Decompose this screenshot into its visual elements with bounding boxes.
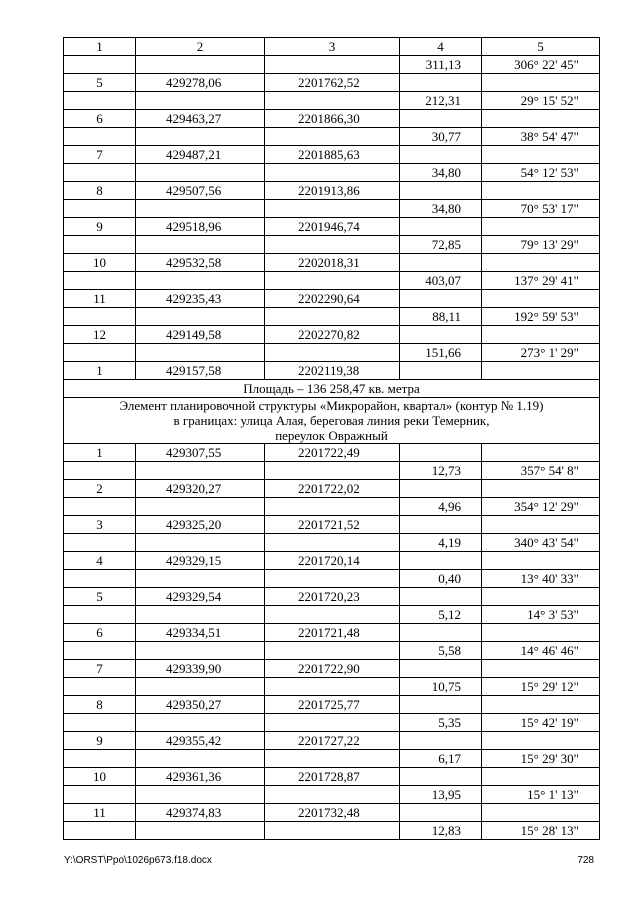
- y-coordinate-cell: 2201721,48: [265, 624, 400, 642]
- distance-cell: 403,07: [400, 272, 482, 290]
- point-number-cell: 5: [64, 588, 136, 606]
- point-number-cell: [64, 498, 136, 516]
- table-header-row: [64, 38, 600, 56]
- table-row: [64, 552, 600, 570]
- table-row: [64, 732, 600, 750]
- bearing-cell: 340° 43' 54": [482, 534, 600, 552]
- distance-cell: [400, 588, 482, 606]
- distance-cell: 30,77: [400, 128, 482, 146]
- bearing-cell: 357° 54' 8": [482, 462, 600, 480]
- distance-cell: [400, 732, 482, 750]
- x-coordinate-cell: [136, 822, 265, 840]
- area-row: [64, 380, 600, 398]
- y-coordinate-cell: 2201722,90: [265, 660, 400, 678]
- x-coordinate-cell: [136, 56, 265, 74]
- x-coordinate-cell: 429320,27: [136, 480, 265, 498]
- y-coordinate-cell: 2202119,38: [265, 362, 400, 380]
- x-coordinate-cell: [136, 750, 265, 768]
- y-coordinate-cell: [265, 200, 400, 218]
- table-row: [64, 678, 600, 696]
- area-text: Площадь – 136 258,47 кв. метра: [64, 380, 600, 398]
- header-cell: 3: [265, 38, 400, 56]
- point-number-cell: [64, 534, 136, 552]
- distance-cell: 5,35: [400, 714, 482, 732]
- table-row: [64, 272, 600, 290]
- y-coordinate-cell: 2201866,30: [265, 110, 400, 128]
- y-coordinate-cell: [265, 786, 400, 804]
- x-coordinate-cell: 429329,15: [136, 552, 265, 570]
- header-cell: 1: [64, 38, 136, 56]
- distance-cell: 5,58: [400, 642, 482, 660]
- coordinates-table: [63, 37, 600, 840]
- y-coordinate-cell: [265, 92, 400, 110]
- y-coordinate-cell: [265, 570, 400, 588]
- x-coordinate-cell: [136, 570, 265, 588]
- bearing-cell: [482, 290, 600, 308]
- x-coordinate-cell: 429361,36: [136, 768, 265, 786]
- point-number-cell: [64, 308, 136, 326]
- point-number-cell: [64, 272, 136, 290]
- bearing-cell: 70° 53' 17": [482, 200, 600, 218]
- point-number-cell: 7: [64, 146, 136, 164]
- point-number-cell: [64, 462, 136, 480]
- x-coordinate-cell: 429463,27: [136, 110, 265, 128]
- distance-cell: 13,95: [400, 786, 482, 804]
- bearing-cell: 13° 40' 33": [482, 570, 600, 588]
- distance-cell: [400, 182, 482, 200]
- y-coordinate-cell: 2201728,87: [265, 768, 400, 786]
- table-row: [64, 768, 600, 786]
- table-row: [64, 534, 600, 552]
- distance-cell: [400, 362, 482, 380]
- table-row: [64, 326, 600, 344]
- y-coordinate-cell: [265, 308, 400, 326]
- distance-cell: [400, 480, 482, 498]
- y-coordinate-cell: 2201946,74: [265, 218, 400, 236]
- point-number-cell: [64, 128, 136, 146]
- y-coordinate-cell: [265, 56, 400, 74]
- point-number-cell: 6: [64, 624, 136, 642]
- table-row: [64, 516, 600, 534]
- point-number-cell: 9: [64, 218, 136, 236]
- distance-cell: 212,31: [400, 92, 482, 110]
- x-coordinate-cell: 429507,56: [136, 182, 265, 200]
- x-coordinate-cell: [136, 606, 265, 624]
- x-coordinate-cell: [136, 164, 265, 182]
- x-coordinate-cell: 429518,96: [136, 218, 265, 236]
- distance-cell: [400, 290, 482, 308]
- bearing-cell: [482, 696, 600, 714]
- bearing-cell: 29° 15' 52": [482, 92, 600, 110]
- bearing-cell: [482, 326, 600, 344]
- header-cell: 4: [400, 38, 482, 56]
- y-coordinate-cell: 2201762,52: [265, 74, 400, 92]
- point-number-cell: [64, 200, 136, 218]
- x-coordinate-cell: 429374,83: [136, 804, 265, 822]
- bearing-cell: [482, 588, 600, 606]
- distance-cell: 12,73: [400, 462, 482, 480]
- bearing-cell: [482, 254, 600, 272]
- y-coordinate-cell: 2201722,02: [265, 480, 400, 498]
- y-coordinate-cell: [265, 164, 400, 182]
- bearing-cell: [482, 552, 600, 570]
- y-coordinate-cell: 2201722,49: [265, 444, 400, 462]
- bearing-cell: [482, 768, 600, 786]
- bearing-cell: [482, 218, 600, 236]
- bearing-cell: 79° 13' 29": [482, 236, 600, 254]
- table-row: [64, 444, 600, 462]
- bearing-cell: 306° 22' 45": [482, 56, 600, 74]
- y-coordinate-cell: 2202270,82: [265, 326, 400, 344]
- table-row: [64, 588, 600, 606]
- distance-cell: 10,75: [400, 678, 482, 696]
- distance-cell: [400, 146, 482, 164]
- table-row: [64, 570, 600, 588]
- bearing-cell: [482, 660, 600, 678]
- point-number-cell: [64, 786, 136, 804]
- point-number-cell: 1: [64, 444, 136, 462]
- bearing-cell: 15° 1' 13": [482, 786, 600, 804]
- distance-cell: [400, 624, 482, 642]
- x-coordinate-cell: [136, 92, 265, 110]
- table-row: [64, 236, 600, 254]
- table-row: [64, 606, 600, 624]
- y-coordinate-cell: [265, 714, 400, 732]
- bearing-cell: 15° 29' 12": [482, 678, 600, 696]
- point-number-cell: 3: [64, 516, 136, 534]
- bearing-cell: [482, 480, 600, 498]
- table-row: [64, 56, 600, 74]
- table-row: [64, 164, 600, 182]
- x-coordinate-cell: [136, 272, 265, 290]
- y-coordinate-cell: 2201725,77: [265, 696, 400, 714]
- y-coordinate-cell: 2201721,52: [265, 516, 400, 534]
- point-number-cell: [64, 606, 136, 624]
- x-coordinate-cell: 429307,55: [136, 444, 265, 462]
- bearing-cell: [482, 444, 600, 462]
- bearing-cell: 38° 54' 47": [482, 128, 600, 146]
- x-coordinate-cell: 429325,20: [136, 516, 265, 534]
- x-coordinate-cell: [136, 344, 265, 362]
- y-coordinate-cell: [265, 822, 400, 840]
- x-coordinate-cell: 429157,58: [136, 362, 265, 380]
- table-row: [64, 290, 600, 308]
- table-row: [64, 254, 600, 272]
- distance-cell: [400, 696, 482, 714]
- y-coordinate-cell: [265, 498, 400, 516]
- bearing-cell: 14° 3' 53": [482, 606, 600, 624]
- x-coordinate-cell: [136, 498, 265, 516]
- point-number-cell: 1: [64, 362, 136, 380]
- y-coordinate-cell: [265, 606, 400, 624]
- distance-cell: [400, 516, 482, 534]
- point-number-cell: [64, 236, 136, 254]
- distance-cell: [400, 444, 482, 462]
- point-number-cell: 8: [64, 182, 136, 200]
- bearing-cell: 137° 29' 41": [482, 272, 600, 290]
- x-coordinate-cell: [136, 200, 265, 218]
- table-row: [64, 110, 600, 128]
- point-number-cell: 6: [64, 110, 136, 128]
- bearing-cell: [482, 74, 600, 92]
- distance-cell: [400, 110, 482, 128]
- y-coordinate-cell: [265, 462, 400, 480]
- x-coordinate-cell: 429355,42: [136, 732, 265, 750]
- point-number-cell: 4: [64, 552, 136, 570]
- point-number-cell: 11: [64, 290, 136, 308]
- bearing-cell: 15° 29' 30": [482, 750, 600, 768]
- table-row: [64, 804, 600, 822]
- bearing-cell: 192° 59' 53": [482, 308, 600, 326]
- footer-file-path: Y:\ORST\Ppo\1026p673.f18.docx: [64, 855, 212, 866]
- point-number-cell: [64, 570, 136, 588]
- x-coordinate-cell: 429350,27: [136, 696, 265, 714]
- distance-cell: 34,80: [400, 164, 482, 182]
- distance-cell: [400, 804, 482, 822]
- x-coordinate-cell: [136, 128, 265, 146]
- point-number-cell: 9: [64, 732, 136, 750]
- table-row: [64, 92, 600, 110]
- bearing-cell: [482, 110, 600, 128]
- element-title-line: переулок Овражный: [275, 428, 388, 443]
- distance-cell: 4,96: [400, 498, 482, 516]
- point-number-cell: [64, 750, 136, 768]
- distance-cell: 72,85: [400, 236, 482, 254]
- point-number-cell: [64, 164, 136, 182]
- x-coordinate-cell: [136, 534, 265, 552]
- x-coordinate-cell: 429329,54: [136, 588, 265, 606]
- point-number-cell: 2: [64, 480, 136, 498]
- x-coordinate-cell: 429278,06: [136, 74, 265, 92]
- distance-cell: 4,19: [400, 534, 482, 552]
- distance-cell: [400, 326, 482, 344]
- x-coordinate-cell: 429334,51: [136, 624, 265, 642]
- table-row: [64, 308, 600, 326]
- distance-cell: [400, 768, 482, 786]
- bearing-cell: [482, 146, 600, 164]
- element-title: [64, 398, 600, 444]
- bearing-cell: [482, 624, 600, 642]
- distance-cell: 5,12: [400, 606, 482, 624]
- table-row: [64, 200, 600, 218]
- distance-cell: 311,13: [400, 56, 482, 74]
- x-coordinate-cell: 429487,21: [136, 146, 265, 164]
- point-number-cell: 11: [64, 804, 136, 822]
- bearing-cell: [482, 182, 600, 200]
- y-coordinate-cell: 2201720,23: [265, 588, 400, 606]
- table-row: [64, 146, 600, 164]
- table-row: [64, 660, 600, 678]
- distance-cell: 88,11: [400, 308, 482, 326]
- bearing-cell: 14° 46' 46": [482, 642, 600, 660]
- distance-cell: 151,66: [400, 344, 482, 362]
- bearing-cell: 15° 42' 19": [482, 714, 600, 732]
- bearing-cell: 354° 12' 29": [482, 498, 600, 516]
- x-coordinate-cell: 429339,90: [136, 660, 265, 678]
- y-coordinate-cell: 2202290,64: [265, 290, 400, 308]
- distance-cell: 12,83: [400, 822, 482, 840]
- y-coordinate-cell: 2201913,86: [265, 182, 400, 200]
- y-coordinate-cell: [265, 272, 400, 290]
- x-coordinate-cell: [136, 308, 265, 326]
- x-coordinate-cell: [136, 714, 265, 732]
- table-row: [64, 344, 600, 362]
- y-coordinate-cell: 2201885,63: [265, 146, 400, 164]
- point-number-cell: [64, 714, 136, 732]
- point-number-cell: [64, 642, 136, 660]
- y-coordinate-cell: [265, 678, 400, 696]
- point-number-cell: 7: [64, 660, 136, 678]
- x-coordinate-cell: [136, 236, 265, 254]
- element-title-row: [64, 398, 600, 444]
- table-row: [64, 750, 600, 768]
- point-number-cell: [64, 822, 136, 840]
- y-coordinate-cell: [265, 642, 400, 660]
- distance-cell: [400, 254, 482, 272]
- point-number-cell: 10: [64, 768, 136, 786]
- table-row: [64, 714, 600, 732]
- bearing-cell: [482, 362, 600, 380]
- table-row: [64, 786, 600, 804]
- x-coordinate-cell: [136, 678, 265, 696]
- y-coordinate-cell: [265, 128, 400, 146]
- table-row: [64, 498, 600, 516]
- y-coordinate-cell: [265, 236, 400, 254]
- table-row: [64, 462, 600, 480]
- point-number-cell: [64, 344, 136, 362]
- y-coordinate-cell: [265, 750, 400, 768]
- y-coordinate-cell: 2201720,14: [265, 552, 400, 570]
- header-cell: 5: [482, 38, 600, 56]
- table-row: [64, 218, 600, 236]
- x-coordinate-cell: 429532,58: [136, 254, 265, 272]
- bearing-cell: 273° 1' 29": [482, 344, 600, 362]
- x-coordinate-cell: [136, 786, 265, 804]
- bearing-cell: [482, 804, 600, 822]
- table-row: [64, 362, 600, 380]
- element-title-line: Элемент планировочной структуры «Микрорайон, квартал» (контур № 1.19): [119, 398, 544, 413]
- x-coordinate-cell: [136, 642, 265, 660]
- x-coordinate-cell: 429149,58: [136, 326, 265, 344]
- point-number-cell: 8: [64, 696, 136, 714]
- table-row: [64, 696, 600, 714]
- table-row: [64, 182, 600, 200]
- table-row: [64, 642, 600, 660]
- point-number-cell: 10: [64, 254, 136, 272]
- bearing-cell: [482, 516, 600, 534]
- table-row: [64, 624, 600, 642]
- x-coordinate-cell: 429235,43: [136, 290, 265, 308]
- bearing-cell: [482, 732, 600, 750]
- footer-page-number: 728: [577, 855, 594, 866]
- table-row: [64, 822, 600, 840]
- point-number-cell: 12: [64, 326, 136, 344]
- element-title-line: в границах: улица Алая, береговая линия реки Темерник,: [173, 413, 490, 428]
- distance-cell: 6,17: [400, 750, 482, 768]
- y-coordinate-cell: 2201727,22: [265, 732, 400, 750]
- bearing-cell: 15° 28' 13": [482, 822, 600, 840]
- y-coordinate-cell: 2202018,31: [265, 254, 400, 272]
- x-coordinate-cell: [136, 462, 265, 480]
- header-cell: 2: [136, 38, 265, 56]
- table-row: [64, 480, 600, 498]
- y-coordinate-cell: [265, 344, 400, 362]
- point-number-cell: [64, 678, 136, 696]
- distance-cell: 34,80: [400, 200, 482, 218]
- distance-cell: 0,40: [400, 570, 482, 588]
- bearing-cell: 54° 12' 53": [482, 164, 600, 182]
- y-coordinate-cell: 2201732,48: [265, 804, 400, 822]
- distance-cell: [400, 74, 482, 92]
- table-row: [64, 128, 600, 146]
- point-number-cell: [64, 92, 136, 110]
- distance-cell: [400, 552, 482, 570]
- point-number-cell: 5: [64, 74, 136, 92]
- point-number-cell: [64, 56, 136, 74]
- distance-cell: [400, 218, 482, 236]
- distance-cell: [400, 660, 482, 678]
- table-row: [64, 74, 600, 92]
- y-coordinate-cell: [265, 534, 400, 552]
